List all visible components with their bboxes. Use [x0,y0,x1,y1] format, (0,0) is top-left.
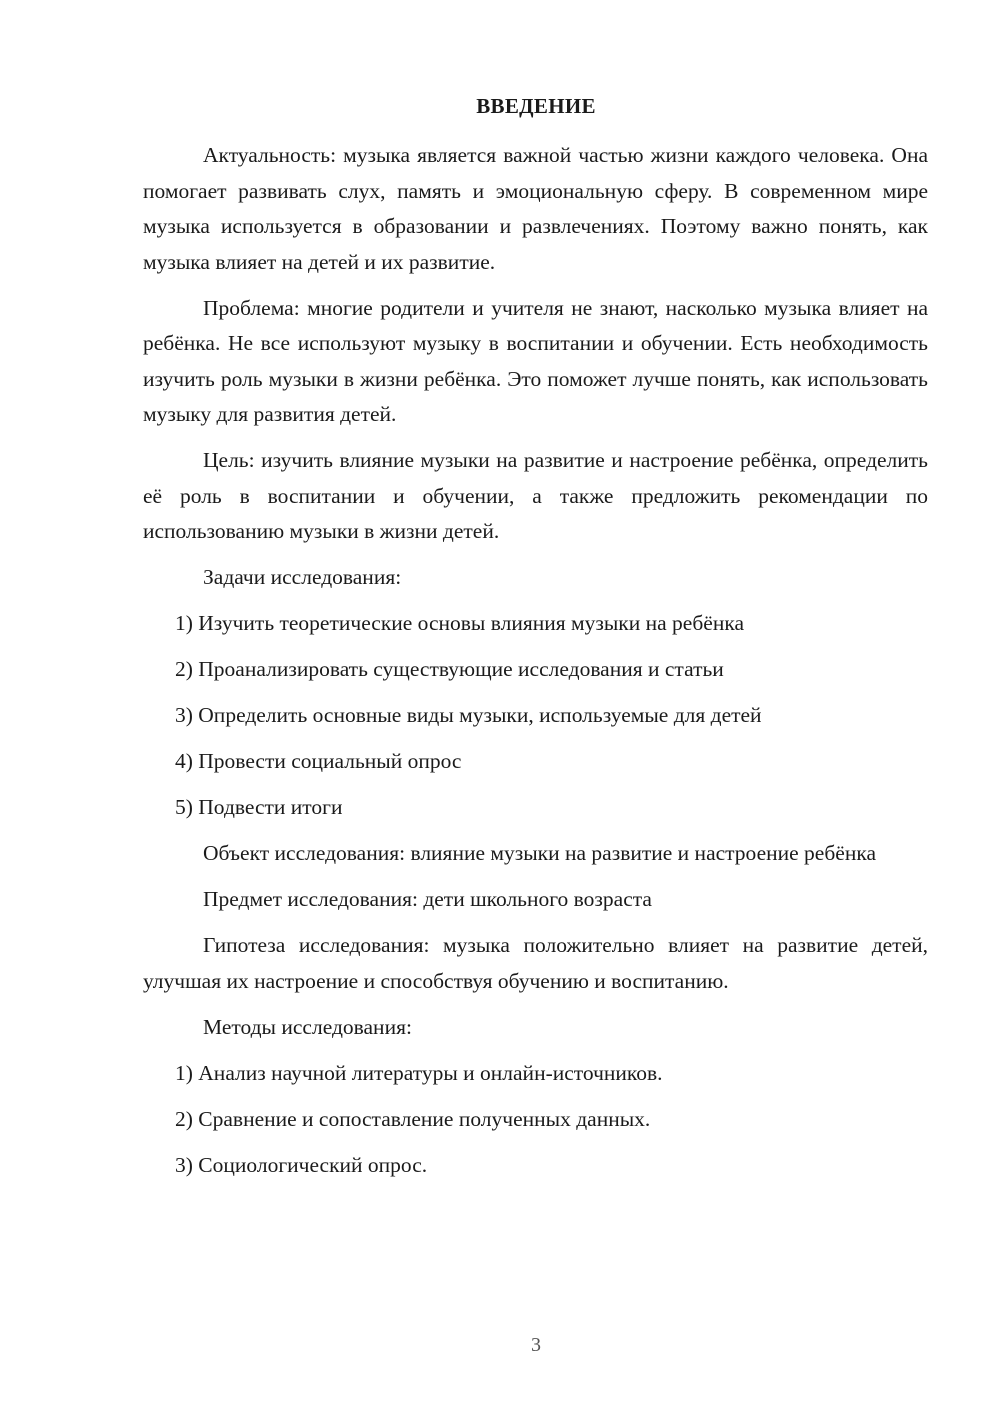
methods-list [143,1056,928,1184]
method-2-text: 2) Сравнение и сопоставление полученных данных. [175,1106,651,1131]
task-3-text: 3) Определить основные виды музыки, используемые для детей [175,703,762,727]
list-item [143,744,928,780]
list-item [143,698,928,734]
list-item [143,1056,928,1092]
task-4-text: 4) Провести социальный опрос [175,749,462,773]
object-paragraph: Объект исследования: влияние музыки на развитие и настроение ребёнка [203,841,876,865]
tasks-label: Задачи исследования: [203,565,402,589]
list-item [143,1102,928,1138]
task-5-text: 5) Подвести итоги [175,795,343,819]
method-3-text: 3) Социологический опрос. [175,1152,428,1177]
methods-label: Методы исследования: [203,1014,412,1039]
subject-paragraph: Предмет исследования: дети школьного возраста [203,887,652,911]
goal-paragraph: Цель: изучить влияние музыки на развитие и настроение ребёнка, определить её роль в воспитании и обучении, а также предложить рекомендации по использованию музыки в жизни детей. [143,448,928,543]
tasks-list [143,606,928,826]
section-heading: ВВЕДЕНИЕ [476,94,596,118]
task-1-text: 1) Изучить теоретические основы влияния музыки на ребёнка [175,611,744,635]
task-2-text: 2) Проанализировать существующие исследования и статьи [175,657,724,681]
page-body [143,138,928,1194]
relevance-paragraph: Актуальность: музыка является важной частью жизни каждого человека. Она помогает развивать слух, память и эмоциональную сферу. В современном мире музыка используется в образовании и развлечениях. Поэтому важно понять, как музыка влияет на детей и их развитие. [143,143,928,274]
method-1-text: 1) Анализ научной литературы и онлайн-источников. [175,1060,663,1085]
list-item [143,1148,928,1184]
list-item [143,652,928,688]
page-number: 3 [531,1334,541,1356]
list-item [143,790,928,826]
hypothesis-paragraph: Гипотеза исследования: музыка положительно влияет на развитие детей, улучшая их настроение и способствуя обучению и воспитанию. [143,933,928,993]
problem-paragraph: Проблема: многие родители и учителя не знают, насколько музыка влияет на ребёнка. Не все используют музыку в воспитании и обучении. Есть необходимость изучить роль музыки в жизни ребёнка. Это поможет лучше понять, как использовать музыку для развития детей. [143,295,928,426]
list-item [143,606,928,642]
